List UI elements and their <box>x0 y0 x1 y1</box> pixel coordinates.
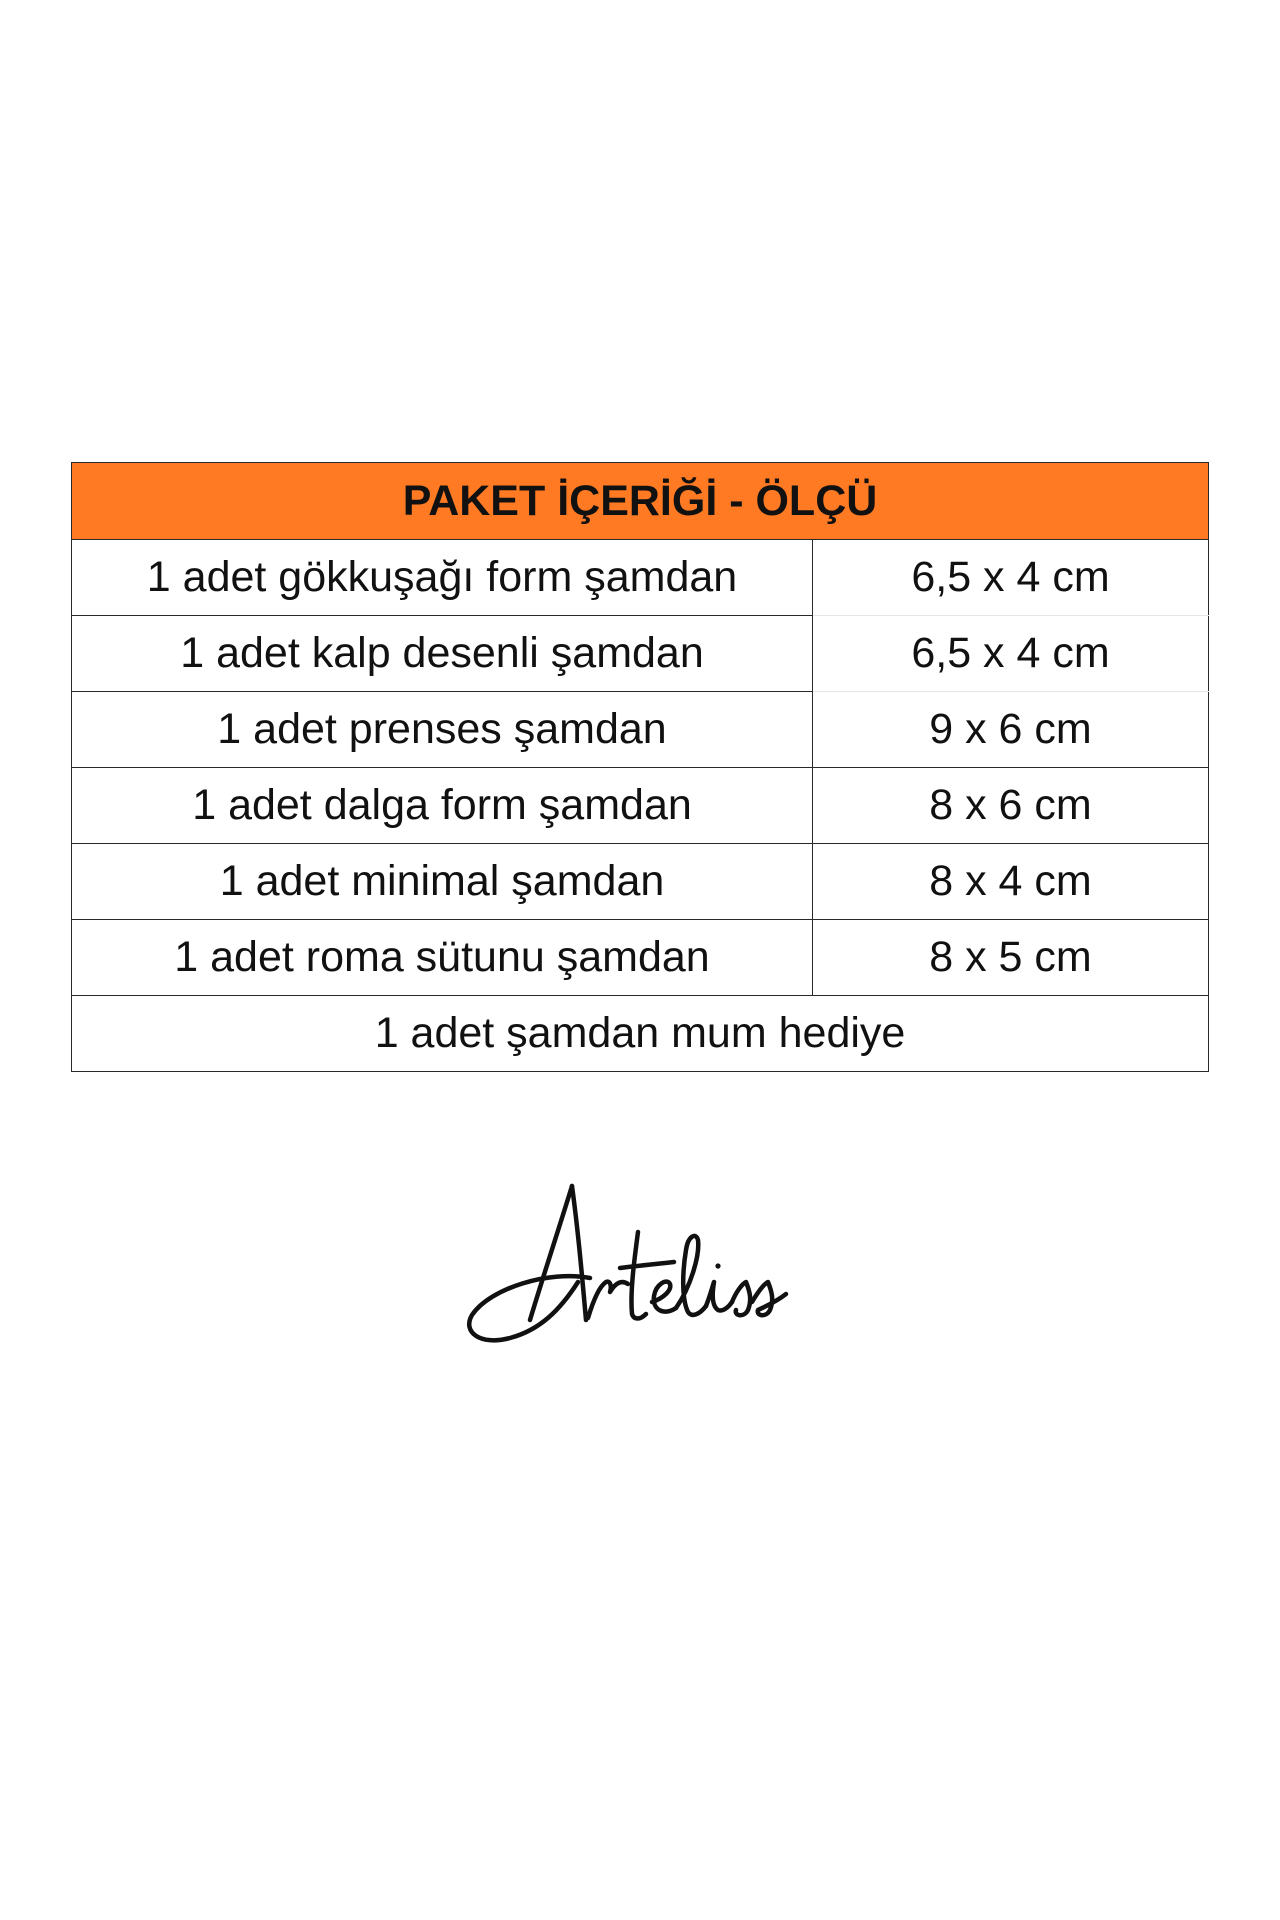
size-cell: 8 x 4 cm <box>813 844 1209 920</box>
size-cell: 8 x 5 cm <box>813 920 1209 996</box>
table-row <box>72 920 1209 996</box>
size-cell: 6,5 x 4 cm <box>813 540 1209 616</box>
size-cell: 8 x 6 cm <box>813 768 1209 844</box>
table-row <box>72 616 1209 692</box>
table-row <box>72 692 1209 768</box>
table-row <box>72 844 1209 920</box>
size-cell: 9 x 6 cm <box>813 692 1209 768</box>
package-contents-table <box>71 462 1209 1072</box>
table-title: PAKET İÇERİĞİ - ÖLÇÜ <box>72 463 1209 540</box>
item-cell: 1 adet roma sütunu şamdan <box>72 920 813 996</box>
table-row <box>72 768 1209 844</box>
item-cell: 1 adet kalp desenli şamdan <box>72 616 813 692</box>
gift-note: 1 adet şamdan mum hediye <box>72 996 1209 1072</box>
table-row <box>72 540 1209 616</box>
item-cell: 1 adet prenses şamdan <box>72 692 813 768</box>
table-header-row <box>72 463 1209 540</box>
item-cell: 1 adet minimal şamdan <box>72 844 813 920</box>
size-cell: 6,5 x 4 cm <box>813 616 1209 692</box>
item-cell: 1 adet gökkuşağı form şamdan <box>72 540 813 616</box>
item-cell: 1 adet dalga form şamdan <box>72 768 813 844</box>
arteliss-logo <box>460 1170 820 1350</box>
table-footer-row <box>72 996 1209 1072</box>
